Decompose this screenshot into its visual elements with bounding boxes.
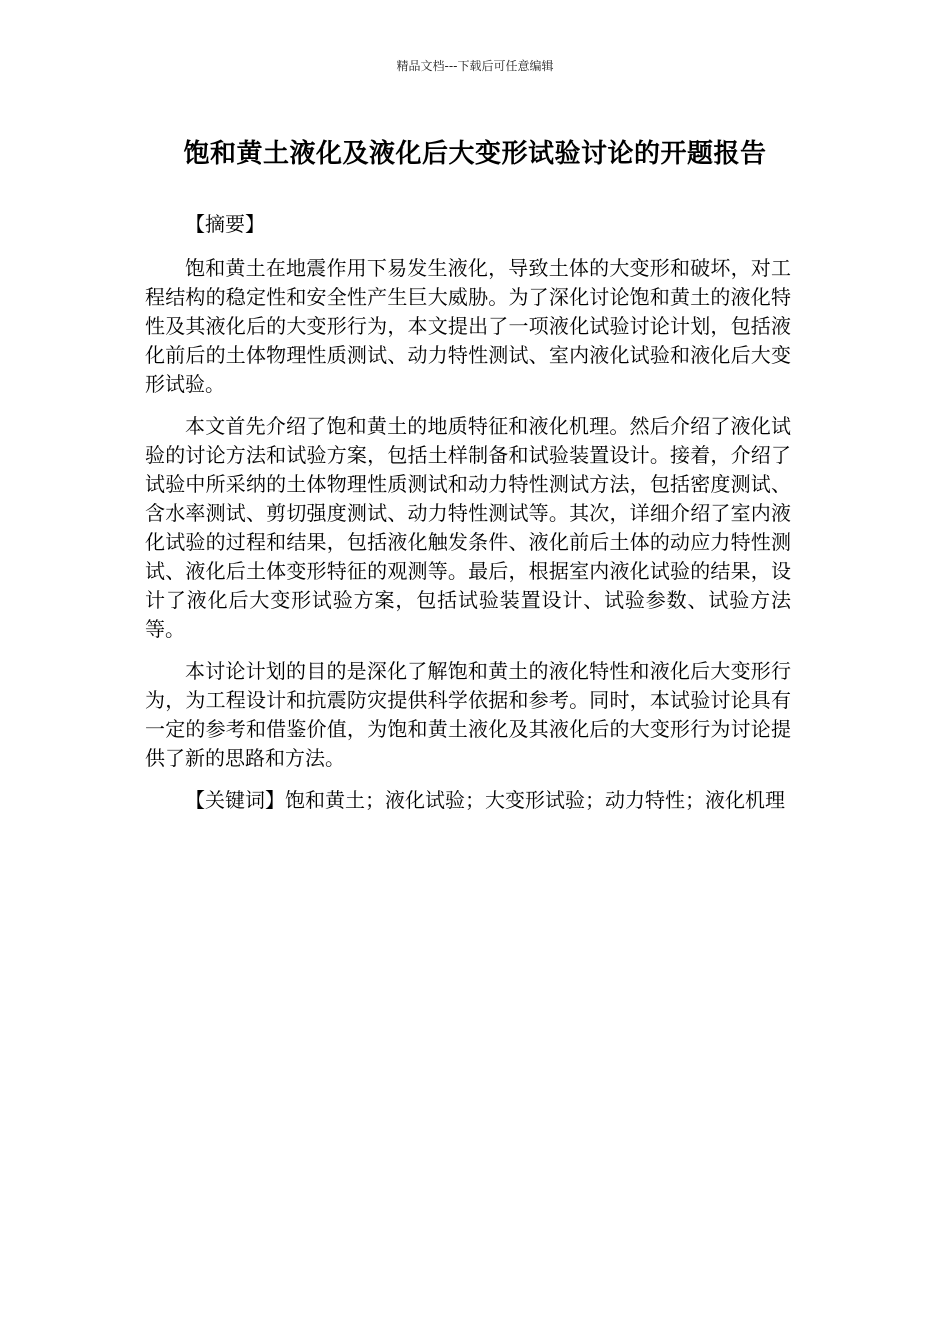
abstract-label: 【摘要】 xyxy=(185,212,265,236)
abstract-paragraph-3: 本讨论计划的目的是深化了解饱和黄土的液化特性和液化后大变形行为，为工程设计和抗震防灾提供科学依据和参考。同时，本试验讨论具有一定的参考和借鉴价值，为饱和黄土液化及其液化后的大变形行为讨论提供了新的思路和方法。 xyxy=(145,659,791,770)
abstract-paragraph-1: 饱和黄土在地震作用下易发生液化，导致土体的大变形和破坏，对工程结构的稳定性和安全性产生巨大威胁。为了深化讨论饱和黄土的液化特性及其液化后的大变形行为，本文提出了一项液化试验讨论计划，包括液化前后的土体物理性质测试、动力特性测试、室内液化试验和液化后大变形试验。 xyxy=(145,256,791,396)
abstract-paragraph-2: 本文首先介绍了饱和黄土的地质特征和液化机理。然后介绍了液化试验的讨论方法和试验方案，包括土样制备和试验装置设计。接着，介绍了试验中所采纳的土体物理性质测试和动力特性测试方法，包括密度测试、含水率测试、剪切强度测试、动力特性测试等。其次，详细介绍了室内液化试验的过程和结果，包括液化触发条件、液化前后土体的动应力特性测试、液化后土体变形特征的观测等。最后，根据室内液化试验的结果，设计了液化后大变形试验方案，包括试验装置设计、试验参数、试验方法等。 xyxy=(145,414,791,641)
header-note: 精品文档---下载后可任意编辑 xyxy=(396,59,554,73)
keywords-text: 饱和黄土；液化试验；大变形试验；动力特性；液化机理 xyxy=(285,788,785,812)
keywords-line xyxy=(145,786,791,815)
document-title: 饱和黄土液化及液化后大变形试验讨论的开题报告 xyxy=(183,139,767,169)
keywords-label: 【关键词】 xyxy=(185,788,285,812)
document-body xyxy=(145,210,791,815)
